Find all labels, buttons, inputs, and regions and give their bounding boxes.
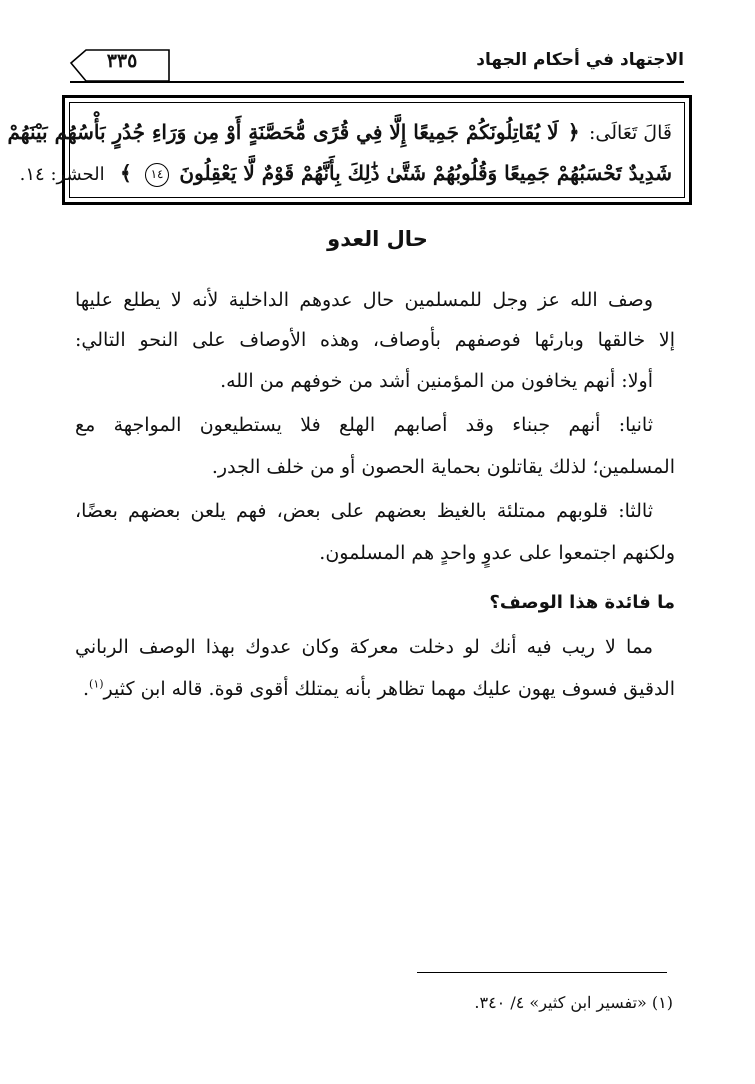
sentence-end-dot: . — [82, 678, 90, 700]
verse-text-line-2: شَدِيدٌ تَحْسَبُهُمْ جَمِيعًا وَقُلُوبُهُمْ شَتَّىٰ ذَٰلِكَ بِأَنَّهُمْ قَوْمٌ لَّا يَعْقِلُونَ — [179, 161, 672, 185]
page-number-tag — [70, 48, 170, 78]
verse-bracket-open: ﴿ — [567, 120, 580, 144]
book-title: الاجتهاد في أحكام الجهاد — [476, 50, 684, 70]
page-number: ٣٣٥ — [106, 50, 138, 72]
verse-text-line-1: لَا يُقَاتِلُونَكُمْ جَمِيعًا إِلَّا فِي قُرًى مُّحَصَّنَةٍ أَوْ مِن وَرَاءِ جُدُرٍ بَأْسُهُم بَيْنَهُمْ — [7, 120, 559, 144]
verse-intro: قَالَ تَعَالَى: — [589, 122, 672, 144]
verse-line-1 — [7, 112, 672, 153]
running-header — [70, 44, 684, 84]
section-heading: حال العدو — [327, 227, 428, 251]
quran-verse-box-inner — [7, 102, 685, 198]
question-heading: ما فائدة هذا الوصف؟ — [489, 592, 675, 613]
footnote-1: (١) «تفسير ابن كثير» ٤/ ٣٤٠. — [474, 993, 673, 1012]
verse-line-2 — [19, 153, 672, 195]
paragraph-5-line-2 — [75, 674, 675, 704]
footnote-reference-mark: (١) — [89, 677, 104, 691]
header-rule — [70, 81, 684, 83]
verse-reference: الحشر: ١٤. — [19, 164, 105, 185]
paragraph-5-line-1: مما لا ريب فيه أنك لو دخلت معركة وكان عدوك بهذا الوصف الرباني — [75, 636, 653, 658]
paragraph-1-line-2: إلا خالقها وبارئها فوصفهم بأوصاف، وهذه الأوصاف على النحو التالي: — [75, 329, 675, 351]
paragraph-1-line-1: وصف الله عز وجل للمسلمين حال عدوهم الداخلية لأنه لا يطلع عليها — [75, 289, 653, 311]
quran-verse-box — [7, 95, 692, 205]
paragraph-4-line-1: ثالثا: قلوبهم ممتلئة بالغيظ بعضهم على بعض، فهم يلعن بعضهم بعضًا، — [75, 500, 653, 522]
verse-bracket-close: ﴾ — [119, 161, 132, 185]
paragraph-3-line-2: المسلمين؛ لذلك يقاتلون بحماية الحصون أو من خلف الجدر. — [211, 456, 675, 478]
paragraph-4-line-2: ولكنهم اجتمعوا على عدوٍ واحدٍ هم المسلمون. — [319, 542, 675, 564]
paragraph-5-line-2-text: الدقيق فسوف يهون عليك مهما تظاهر بأنه يمتلك أقوى قوة. قاله ابن كثير — [103, 678, 675, 700]
paragraph-3-line-1: ثانيا: أنهم جبناء وقد أصابهم الهلع فلا يستطيعون المواجهة مع — [75, 414, 653, 436]
verse-number-medallion: ١٤ — [145, 163, 169, 187]
footnote-separator — [417, 972, 667, 973]
paragraph-2: أولا: أنهم يخافون من المؤمنين أشد من خوفهم من الله. — [220, 370, 653, 392]
